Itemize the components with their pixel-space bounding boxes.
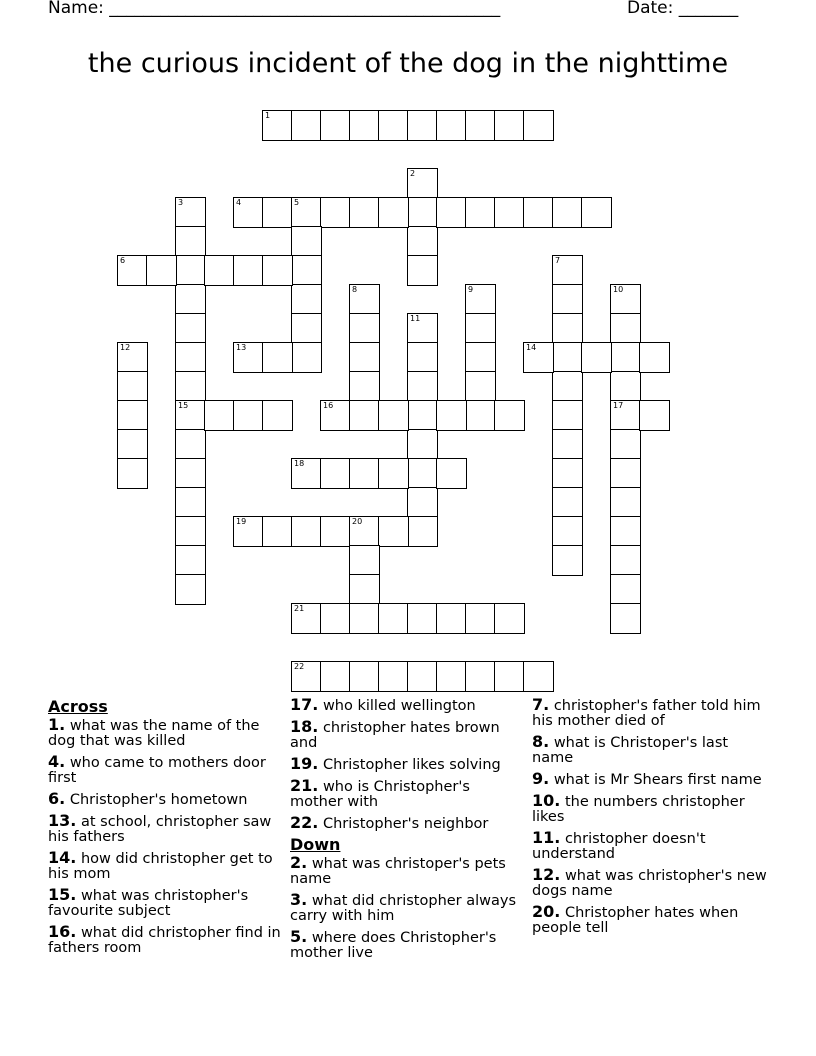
clue-down-9: 9. what is Mr Shears first name <box>532 769 762 788</box>
clue-across-16: 16. what did christopher find in fathers room <box>48 922 281 956</box>
grid-cell[interactable] <box>204 400 235 431</box>
grid-cell[interactable] <box>407 197 438 228</box>
grid-cell[interactable] <box>320 110 351 141</box>
grid-cell[interactable] <box>262 110 293 141</box>
down-heading: Down <box>290 835 341 854</box>
grid-cell[interactable] <box>291 197 322 228</box>
clues-column-1 <box>48 697 283 961</box>
grid-cell[interactable] <box>291 255 322 286</box>
clue-down-10: 10. the numbers christopher likes <box>532 791 745 825</box>
grid-cell[interactable] <box>349 545 380 576</box>
grid-cell[interactable] <box>320 458 351 489</box>
grid-cell[interactable] <box>175 342 206 373</box>
grid-cell[interactable] <box>175 458 206 489</box>
cell-number: 3 <box>178 198 184 207</box>
cell-number: 4 <box>236 198 242 207</box>
grid-cell[interactable] <box>349 110 380 141</box>
grid-cell[interactable] <box>494 400 525 431</box>
grid-cell[interactable] <box>494 110 525 141</box>
cell-number: 2 <box>410 169 416 178</box>
grid-cell[interactable] <box>262 255 293 286</box>
grid-cell[interactable] <box>494 661 525 692</box>
clues-column-3 <box>532 697 772 941</box>
grid-cell[interactable] <box>175 429 206 460</box>
grid-cell[interactable] <box>407 487 438 518</box>
grid-cell[interactable] <box>320 516 351 547</box>
grid-cell[interactable] <box>320 197 351 228</box>
cell-number: 20 <box>352 517 363 526</box>
grid-cell[interactable] <box>465 371 496 402</box>
cell-number: 6 <box>120 256 126 265</box>
grid-cell[interactable] <box>291 661 322 692</box>
grid-cell[interactable] <box>407 168 438 199</box>
grid-cell[interactable] <box>494 197 525 228</box>
grid-cell[interactable] <box>117 371 148 402</box>
grid-cell[interactable] <box>610 545 641 576</box>
grid-cell[interactable] <box>262 516 293 547</box>
grid-cell[interactable] <box>349 197 380 228</box>
cell-number: 21 <box>294 604 305 613</box>
grid-cell[interactable] <box>175 197 206 228</box>
grid-cell[interactable] <box>378 400 409 431</box>
grid-cell[interactable] <box>407 313 438 344</box>
clue-across-17: 17. who killed wellington <box>290 695 476 714</box>
grid-cell[interactable] <box>349 284 380 315</box>
cell-number: 8 <box>352 285 358 294</box>
name-field: Name: ______________________________________________ <box>48 0 501 18</box>
grid-cell[interactable] <box>117 429 148 460</box>
clue-down-12: 12. what was christopher's new dogs name <box>532 865 767 899</box>
grid-cell[interactable] <box>175 400 206 431</box>
page-title: the curious incident of the dog in the nighttime <box>87 48 729 79</box>
grid-cell[interactable] <box>262 400 293 431</box>
grid-cell[interactable] <box>552 487 583 518</box>
grid-cell[interactable] <box>175 284 206 315</box>
date-field: Date: _______ <box>627 0 739 18</box>
grid-cell[interactable] <box>465 313 496 344</box>
clue-down-5: 5. where does Christopher's mother live <box>290 927 497 961</box>
grid-cell[interactable] <box>291 226 322 257</box>
grid-cell[interactable] <box>610 429 641 460</box>
grid-cell[interactable] <box>291 458 322 489</box>
grid-cell[interactable] <box>552 429 583 460</box>
grid-cell[interactable] <box>407 110 438 141</box>
cell-number: 12 <box>120 343 131 352</box>
grid-cell[interactable] <box>407 400 438 431</box>
grid-cell[interactable] <box>349 603 380 634</box>
grid-cell[interactable] <box>291 603 322 634</box>
grid-cell[interactable] <box>552 284 583 315</box>
cell-number: 19 <box>236 517 247 526</box>
clues-column-2 <box>290 697 525 966</box>
clue-across-1: 1. what was the name of the dog that was killed <box>48 715 260 749</box>
grid-cell[interactable] <box>465 197 496 228</box>
grid-cell[interactable] <box>552 342 583 373</box>
grid-cell[interactable] <box>320 661 351 692</box>
grid-cell[interactable] <box>175 545 206 576</box>
grid-cell[interactable] <box>610 371 641 402</box>
cell-number: 22 <box>294 662 305 671</box>
clue-across-6: 6. Christopher's hometown <box>48 789 248 808</box>
grid-cell[interactable] <box>552 545 583 576</box>
grid-cell[interactable] <box>407 661 438 692</box>
grid-cell[interactable] <box>349 574 380 605</box>
grid-cell[interactable] <box>436 110 467 141</box>
grid-cell[interactable] <box>233 400 264 431</box>
grid-cell[interactable] <box>378 661 409 692</box>
grid-cell[interactable] <box>117 400 148 431</box>
grid-cell[interactable] <box>291 516 322 547</box>
grid-cell[interactable] <box>378 458 409 489</box>
grid-cell[interactable] <box>117 342 148 373</box>
grid-cell[interactable] <box>233 197 264 228</box>
grid-cell[interactable] <box>465 284 496 315</box>
across-heading: Across <box>48 697 108 716</box>
grid-cell[interactable] <box>175 313 206 344</box>
grid-cell[interactable] <box>349 342 380 373</box>
grid-cell[interactable] <box>552 197 583 228</box>
grid-cell[interactable] <box>378 603 409 634</box>
grid-cell[interactable] <box>436 400 467 431</box>
grid-cell[interactable] <box>262 342 293 373</box>
clue-down-11: 11. christopher doesn't understand <box>532 828 706 862</box>
grid-cell[interactable] <box>204 255 235 286</box>
cell-number: 16 <box>323 401 334 410</box>
grid-cell[interactable] <box>407 255 438 286</box>
grid-cell[interactable] <box>378 197 409 228</box>
grid-cell[interactable] <box>436 603 467 634</box>
grid-cell[interactable] <box>523 661 554 692</box>
grid-cell[interactable] <box>610 400 641 431</box>
cell-number: 17 <box>613 401 624 410</box>
grid-cell[interactable] <box>523 342 554 373</box>
grid-cell[interactable] <box>639 400 670 431</box>
grid-cell[interactable] <box>146 255 177 286</box>
grid-cell[interactable] <box>175 255 206 286</box>
grid-cell[interactable] <box>552 516 583 547</box>
clue-across-22: 22. Christopher's neighbor <box>290 813 489 832</box>
grid-cell[interactable] <box>117 458 148 489</box>
cell-number: 18 <box>294 459 305 468</box>
grid-cell[interactable] <box>320 603 351 634</box>
grid-cell[interactable] <box>407 371 438 402</box>
grid-cell[interactable] <box>552 371 583 402</box>
grid-cell[interactable] <box>407 226 438 257</box>
grid-cell[interactable] <box>436 197 467 228</box>
clue-down-8: 8. what is Christoper's last name <box>532 732 729 766</box>
grid-cell[interactable] <box>494 603 525 634</box>
grid-cell[interactable] <box>610 458 641 489</box>
cell-number: 7 <box>555 256 561 265</box>
grid-cell[interactable] <box>349 516 380 547</box>
grid-cell[interactable] <box>523 110 554 141</box>
grid-cell[interactable] <box>465 603 496 634</box>
clue-across-21: 21. who is Christopher's mother with <box>290 776 470 810</box>
grid-cell[interactable] <box>465 342 496 373</box>
grid-cell[interactable] <box>233 516 264 547</box>
grid-cell[interactable] <box>436 661 467 692</box>
grid-cell[interactable] <box>610 284 641 315</box>
grid-cell[interactable] <box>378 110 409 141</box>
grid-cell[interactable] <box>581 342 612 373</box>
clue-down-3: 3. what did christopher always carry with him <box>290 890 517 924</box>
cell-number: 14 <box>526 343 537 352</box>
grid-cell[interactable] <box>407 342 438 373</box>
grid-cell[interactable] <box>610 487 641 518</box>
grid-cell[interactable] <box>378 516 409 547</box>
grid-cell[interactable] <box>117 255 148 286</box>
clue-across-18: 18. christopher hates brown and <box>290 717 500 751</box>
grid-cell[interactable] <box>552 313 583 344</box>
grid-cell[interactable] <box>175 516 206 547</box>
grid-cell[interactable] <box>349 458 380 489</box>
cell-number: 11 <box>410 314 421 323</box>
grid-cell[interactable] <box>349 313 380 344</box>
grid-cell[interactable] <box>610 574 641 605</box>
grid-cell[interactable] <box>320 400 351 431</box>
grid-cell[interactable] <box>291 342 322 373</box>
cell-number: 15 <box>178 401 189 410</box>
grid-cell[interactable] <box>291 284 322 315</box>
grid-cell[interactable] <box>349 371 380 402</box>
grid-cell[interactable] <box>552 458 583 489</box>
clue-across-13: 13. at school, christopher saw his fathers <box>48 811 272 845</box>
grid-cell[interactable] <box>465 661 496 692</box>
grid-cell[interactable] <box>262 197 293 228</box>
grid-cell[interactable] <box>175 226 206 257</box>
clue-across-14: 14. how did christopher get to his mom <box>48 848 273 882</box>
clue-down-7: 7. christopher's father told him his mother died of <box>532 695 761 729</box>
grid-cell[interactable] <box>407 429 438 460</box>
grid-cell[interactable] <box>407 603 438 634</box>
grid-cell[interactable] <box>175 371 206 402</box>
grid-cell[interactable] <box>465 400 496 431</box>
cell-number: 10 <box>613 285 624 294</box>
clue-down-20: 20. Christopher hates when people tell <box>532 902 739 936</box>
grid-cell[interactable] <box>175 487 206 518</box>
grid-cell[interactable] <box>610 342 641 373</box>
grid-cell[interactable] <box>291 313 322 344</box>
cell-number: 1 <box>265 111 271 120</box>
grid-cell[interactable] <box>349 400 380 431</box>
grid-cell[interactable] <box>552 400 583 431</box>
grid-cell[interactable] <box>436 458 467 489</box>
grid-cell[interactable] <box>552 255 583 286</box>
grid-cell[interactable] <box>610 516 641 547</box>
grid-cell[interactable] <box>407 516 438 547</box>
clue-across-15: 15. what was christopher's favourite subject <box>48 885 249 919</box>
grid-cell[interactable] <box>407 458 438 489</box>
grid-cell[interactable] <box>523 197 554 228</box>
grid-cell[interactable] <box>465 110 496 141</box>
grid-cell[interactable] <box>175 574 206 605</box>
clue-down-2: 2. what was christoper's pets name <box>290 853 506 887</box>
grid-cell[interactable] <box>581 197 612 228</box>
clue-across-4: 4. who came to mothers door first <box>48 752 266 786</box>
cell-number: 5 <box>294 198 300 207</box>
grid-cell[interactable] <box>610 603 641 634</box>
grid-cell[interactable] <box>610 313 641 344</box>
grid-cell[interactable] <box>233 342 264 373</box>
grid-cell[interactable] <box>639 342 670 373</box>
clue-across-19: 19. Christopher likes solving <box>290 754 501 773</box>
grid-cell[interactable] <box>291 110 322 141</box>
cell-number: 9 <box>468 285 474 294</box>
grid-cell[interactable] <box>349 661 380 692</box>
cell-number: 13 <box>236 343 247 352</box>
grid-cell[interactable] <box>233 255 264 286</box>
